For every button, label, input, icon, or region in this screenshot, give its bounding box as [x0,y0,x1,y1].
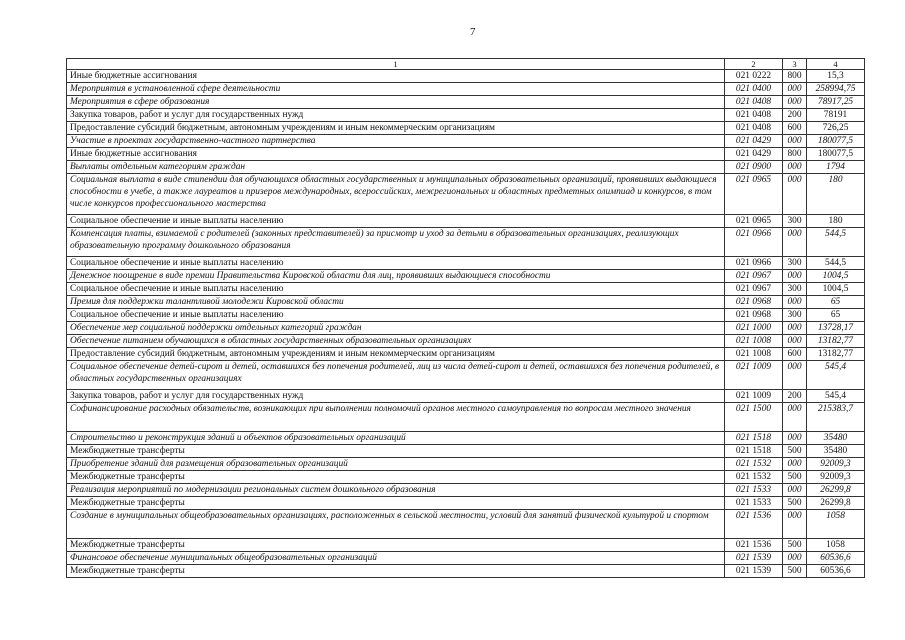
table-row [67,122,865,135]
row-code-cell: 021 0429 [725,148,783,161]
row-name-cell: Реализация мероприятий по модернизации региональных систем дошкольного образования [67,484,725,497]
row-amount-cell: 180 [807,215,865,228]
table-row [67,458,865,471]
row-amount-cell: 92009,3 [807,471,865,484]
row-expense-type-cell: 000 [783,228,807,257]
row-name-cell: Межбюджетные трансферты [67,539,725,552]
row-expense-type-cell: 300 [783,309,807,322]
row-code-cell: 021 0965 [725,174,783,215]
row-amount-cell: 544,5 [807,228,865,257]
row-name-cell: Создание в муниципальных общеобразовательных организациях, расположенных в сельской местности, условий для занятий физической культурой и спортом [67,510,725,539]
table-row [67,432,865,445]
table-row [67,257,865,270]
row-code-cell: 021 0222 [725,70,783,83]
row-code-cell: 021 1539 [725,552,783,565]
row-name-cell: Мероприятия в сфере образования [67,96,725,109]
row-expense-type-cell: 500 [783,471,807,484]
row-amount-cell: 545,4 [807,361,865,390]
row-amount-cell: 78191 [807,109,865,122]
table-row [67,309,865,322]
row-expense-type-cell: 000 [783,510,807,539]
row-name-cell: Обеспечение мер социальной поддержки отдельных категорий граждан [67,322,725,335]
column-header: 1 [67,59,725,70]
row-code-cell: 021 1500 [725,403,783,432]
row-name-cell: Финансовое обеспечение муниципальных общеобразовательных организаций [67,552,725,565]
table-row [67,228,865,257]
row-name-cell: Социальное обеспечение и иные выплаты населению [67,215,725,228]
row-code-cell: 021 0968 [725,296,783,309]
row-code-cell: 021 1008 [725,348,783,361]
table-row [67,348,865,361]
row-amount-cell: 726,25 [807,122,865,135]
row-amount-cell: 65 [807,296,865,309]
table-row [67,270,865,283]
page-number: 7 [470,26,476,38]
row-name-cell: Денежное поощрение в виде премии Правительства Кировской области для лиц, проявивших выдающиеся способности [67,270,725,283]
table-row [67,484,865,497]
row-expense-type-cell: 000 [783,458,807,471]
row-code-cell: 021 0408 [725,109,783,122]
row-amount-cell: 26299,8 [807,484,865,497]
row-expense-type-cell: 500 [783,539,807,552]
row-code-cell: 021 1009 [725,361,783,390]
row-expense-type-cell: 000 [783,296,807,309]
table-row [67,552,865,565]
column-header: 3 [783,59,807,70]
row-amount-cell: 13728,17 [807,322,865,335]
row-amount-cell: 545,4 [807,390,865,403]
row-code-cell: 021 0408 [725,96,783,109]
row-code-cell: 021 0965 [725,215,783,228]
row-expense-type-cell: 000 [783,135,807,148]
row-name-cell: Иные бюджетные ассигнования [67,148,725,161]
table-row [67,497,865,510]
column-header: 2 [725,59,783,70]
table-row [67,322,865,335]
row-name-cell: Приобретение зданий для размещения образовательных организаций [67,458,725,471]
row-amount-cell: 26299,8 [807,497,865,510]
row-expense-type-cell: 300 [783,257,807,270]
row-amount-cell: 78917,25 [807,96,865,109]
row-expense-type-cell: 000 [783,335,807,348]
row-code-cell: 021 0968 [725,309,783,322]
row-code-cell: 021 0400 [725,83,783,96]
row-name-cell: Предоставление субсидий бюджетным, автономным учреждениям и иным некоммерческим организациям [67,348,725,361]
row-code-cell: 021 1518 [725,445,783,458]
row-expense-type-cell: 500 [783,565,807,578]
row-code-cell: 021 0429 [725,135,783,148]
row-amount-cell: 35480 [807,432,865,445]
row-amount-cell: 15,3 [807,70,865,83]
row-expense-type-cell: 000 [783,484,807,497]
row-code-cell: 021 1518 [725,432,783,445]
row-amount-cell: 1004,5 [807,270,865,283]
row-code-cell: 021 0966 [725,257,783,270]
row-name-cell: Премия для поддержки талантливой молодежи Кировской области [67,296,725,309]
row-code-cell: 021 0900 [725,161,783,174]
row-expense-type-cell: 800 [783,70,807,83]
row-expense-type-cell: 000 [783,361,807,390]
row-amount-cell: 544,5 [807,257,865,270]
row-name-cell: Обеспечение питанием обучающихся в областных государственных образовательных организациях [67,335,725,348]
row-name-cell: Социальное обеспечение и иные выплаты населению [67,283,725,296]
row-code-cell: 021 1000 [725,322,783,335]
row-code-cell: 021 1009 [725,390,783,403]
table-row [67,361,865,390]
row-amount-cell: 92009,3 [807,458,865,471]
table-row [67,148,865,161]
row-name-cell: Социальное обеспечение и иные выплаты населению [67,309,725,322]
table-row [67,109,865,122]
row-code-cell: 021 1532 [725,458,783,471]
row-amount-cell: 65 [807,309,865,322]
row-expense-type-cell: 000 [783,322,807,335]
row-expense-type-cell: 600 [783,122,807,135]
row-amount-cell: 13182,77 [807,348,865,361]
table-row [67,445,865,458]
table-row [67,510,865,539]
row-name-cell: Выплаты отдельным категориям граждан [67,161,725,174]
table-row [67,296,865,309]
row-name-cell: Межбюджетные трансферты [67,497,725,510]
row-name-cell: Строительство и реконструкция зданий и объектов образовательных организаций [67,432,725,445]
row-code-cell: 021 1008 [725,335,783,348]
row-amount-cell: 1794 [807,161,865,174]
row-expense-type-cell: 300 [783,283,807,296]
row-name-cell: Компенсация платы, взимаемой с родителей (законных представителей) за присмотр и уход за детьми в образовательных организациях, реализующих образовательную программу дошкольного образования [67,228,725,257]
row-name-cell: Межбюджетные трансферты [67,565,725,578]
row-amount-cell: 1058 [807,510,865,539]
row-name-cell: Социальное обеспечение и иные выплаты населению [67,257,725,270]
row-code-cell: 021 0967 [725,283,783,296]
table-header-row [67,59,865,70]
table-row [67,135,865,148]
row-name-cell: Социальное обеспечение детей-сирот и детей, оставшихся без попечения родителей, лиц из числа детей-сирот и детей, оставшихся без попечения родителей, в областных государственных организациях [67,361,725,390]
row-code-cell: 021 1533 [725,484,783,497]
row-name-cell: Иные бюджетные ассигнования [67,70,725,83]
table-row [67,335,865,348]
row-amount-cell: 60536,6 [807,552,865,565]
row-expense-type-cell: 000 [783,432,807,445]
row-code-cell: 021 0966 [725,228,783,257]
table-row [67,471,865,484]
row-expense-type-cell: 000 [783,96,807,109]
row-code-cell: 021 1532 [725,471,783,484]
column-header: 4 [807,59,865,70]
table-row [67,215,865,228]
table-row [67,565,865,578]
budget-table [66,58,865,578]
row-amount-cell: 13182,77 [807,335,865,348]
table-row [67,174,865,215]
row-code-cell: 021 1533 [725,497,783,510]
table-row [67,70,865,83]
row-name-cell: Предоставление субсидий бюджетным, автономным учреждениям и иным некоммерческим организациям [67,122,725,135]
row-amount-cell: 180077,5 [807,135,865,148]
row-expense-type-cell: 000 [783,270,807,283]
row-code-cell: 021 1536 [725,539,783,552]
row-expense-type-cell: 200 [783,109,807,122]
row-code-cell: 021 0967 [725,270,783,283]
row-name-cell: Участие в проектах государственно-частного партнерства [67,135,725,148]
row-expense-type-cell: 800 [783,148,807,161]
row-expense-type-cell: 000 [783,83,807,96]
row-name-cell: Межбюджетные трансферты [67,445,725,458]
table-row [67,390,865,403]
row-amount-cell: 215383,7 [807,403,865,432]
row-amount-cell: 1058 [807,539,865,552]
row-code-cell: 021 1539 [725,565,783,578]
row-amount-cell: 60536,6 [807,565,865,578]
row-amount-cell: 180 [807,174,865,215]
row-name-cell: Мероприятия в установленной сфере деятельности [67,83,725,96]
row-name-cell: Закупка товаров, работ и услуг для государственных нужд [67,390,725,403]
row-amount-cell: 180077,5 [807,148,865,161]
row-expense-type-cell: 000 [783,161,807,174]
row-name-cell: Софинансирование расходных обязательств, возникающих при выполнении полномочий органов местного самоуправления по вопросам местного значения [67,403,725,432]
row-expense-type-cell: 000 [783,552,807,565]
row-amount-cell: 1004,5 [807,283,865,296]
row-expense-type-cell: 300 [783,215,807,228]
row-expense-type-cell: 500 [783,497,807,510]
row-name-cell: Межбюджетные трансферты [67,471,725,484]
row-name-cell: Социальная выплата в виде стипендии для обучающихся областных государственных и муниципальных образовательных организаций, проявивших выдающиеся способности в учебе, а также лауреатов и призеров международных, всероссийских, межрегиональных и областных предметных олимпиад и конкурсов, в том числе конкурсов профессионального мастерства [67,174,725,215]
table-row [67,96,865,109]
row-amount-cell: 35480 [807,445,865,458]
table-row [67,83,865,96]
row-expense-type-cell: 000 [783,403,807,432]
row-code-cell: 021 0408 [725,122,783,135]
table-row [67,161,865,174]
row-amount-cell: 258994,75 [807,83,865,96]
row-expense-type-cell: 000 [783,174,807,215]
row-expense-type-cell: 600 [783,348,807,361]
row-code-cell: 021 1536 [725,510,783,539]
row-expense-type-cell: 200 [783,390,807,403]
table-row [67,283,865,296]
table-row [67,403,865,432]
table-row [67,539,865,552]
row-expense-type-cell: 500 [783,445,807,458]
row-name-cell: Закупка товаров, работ и услуг для государственных нужд [67,109,725,122]
